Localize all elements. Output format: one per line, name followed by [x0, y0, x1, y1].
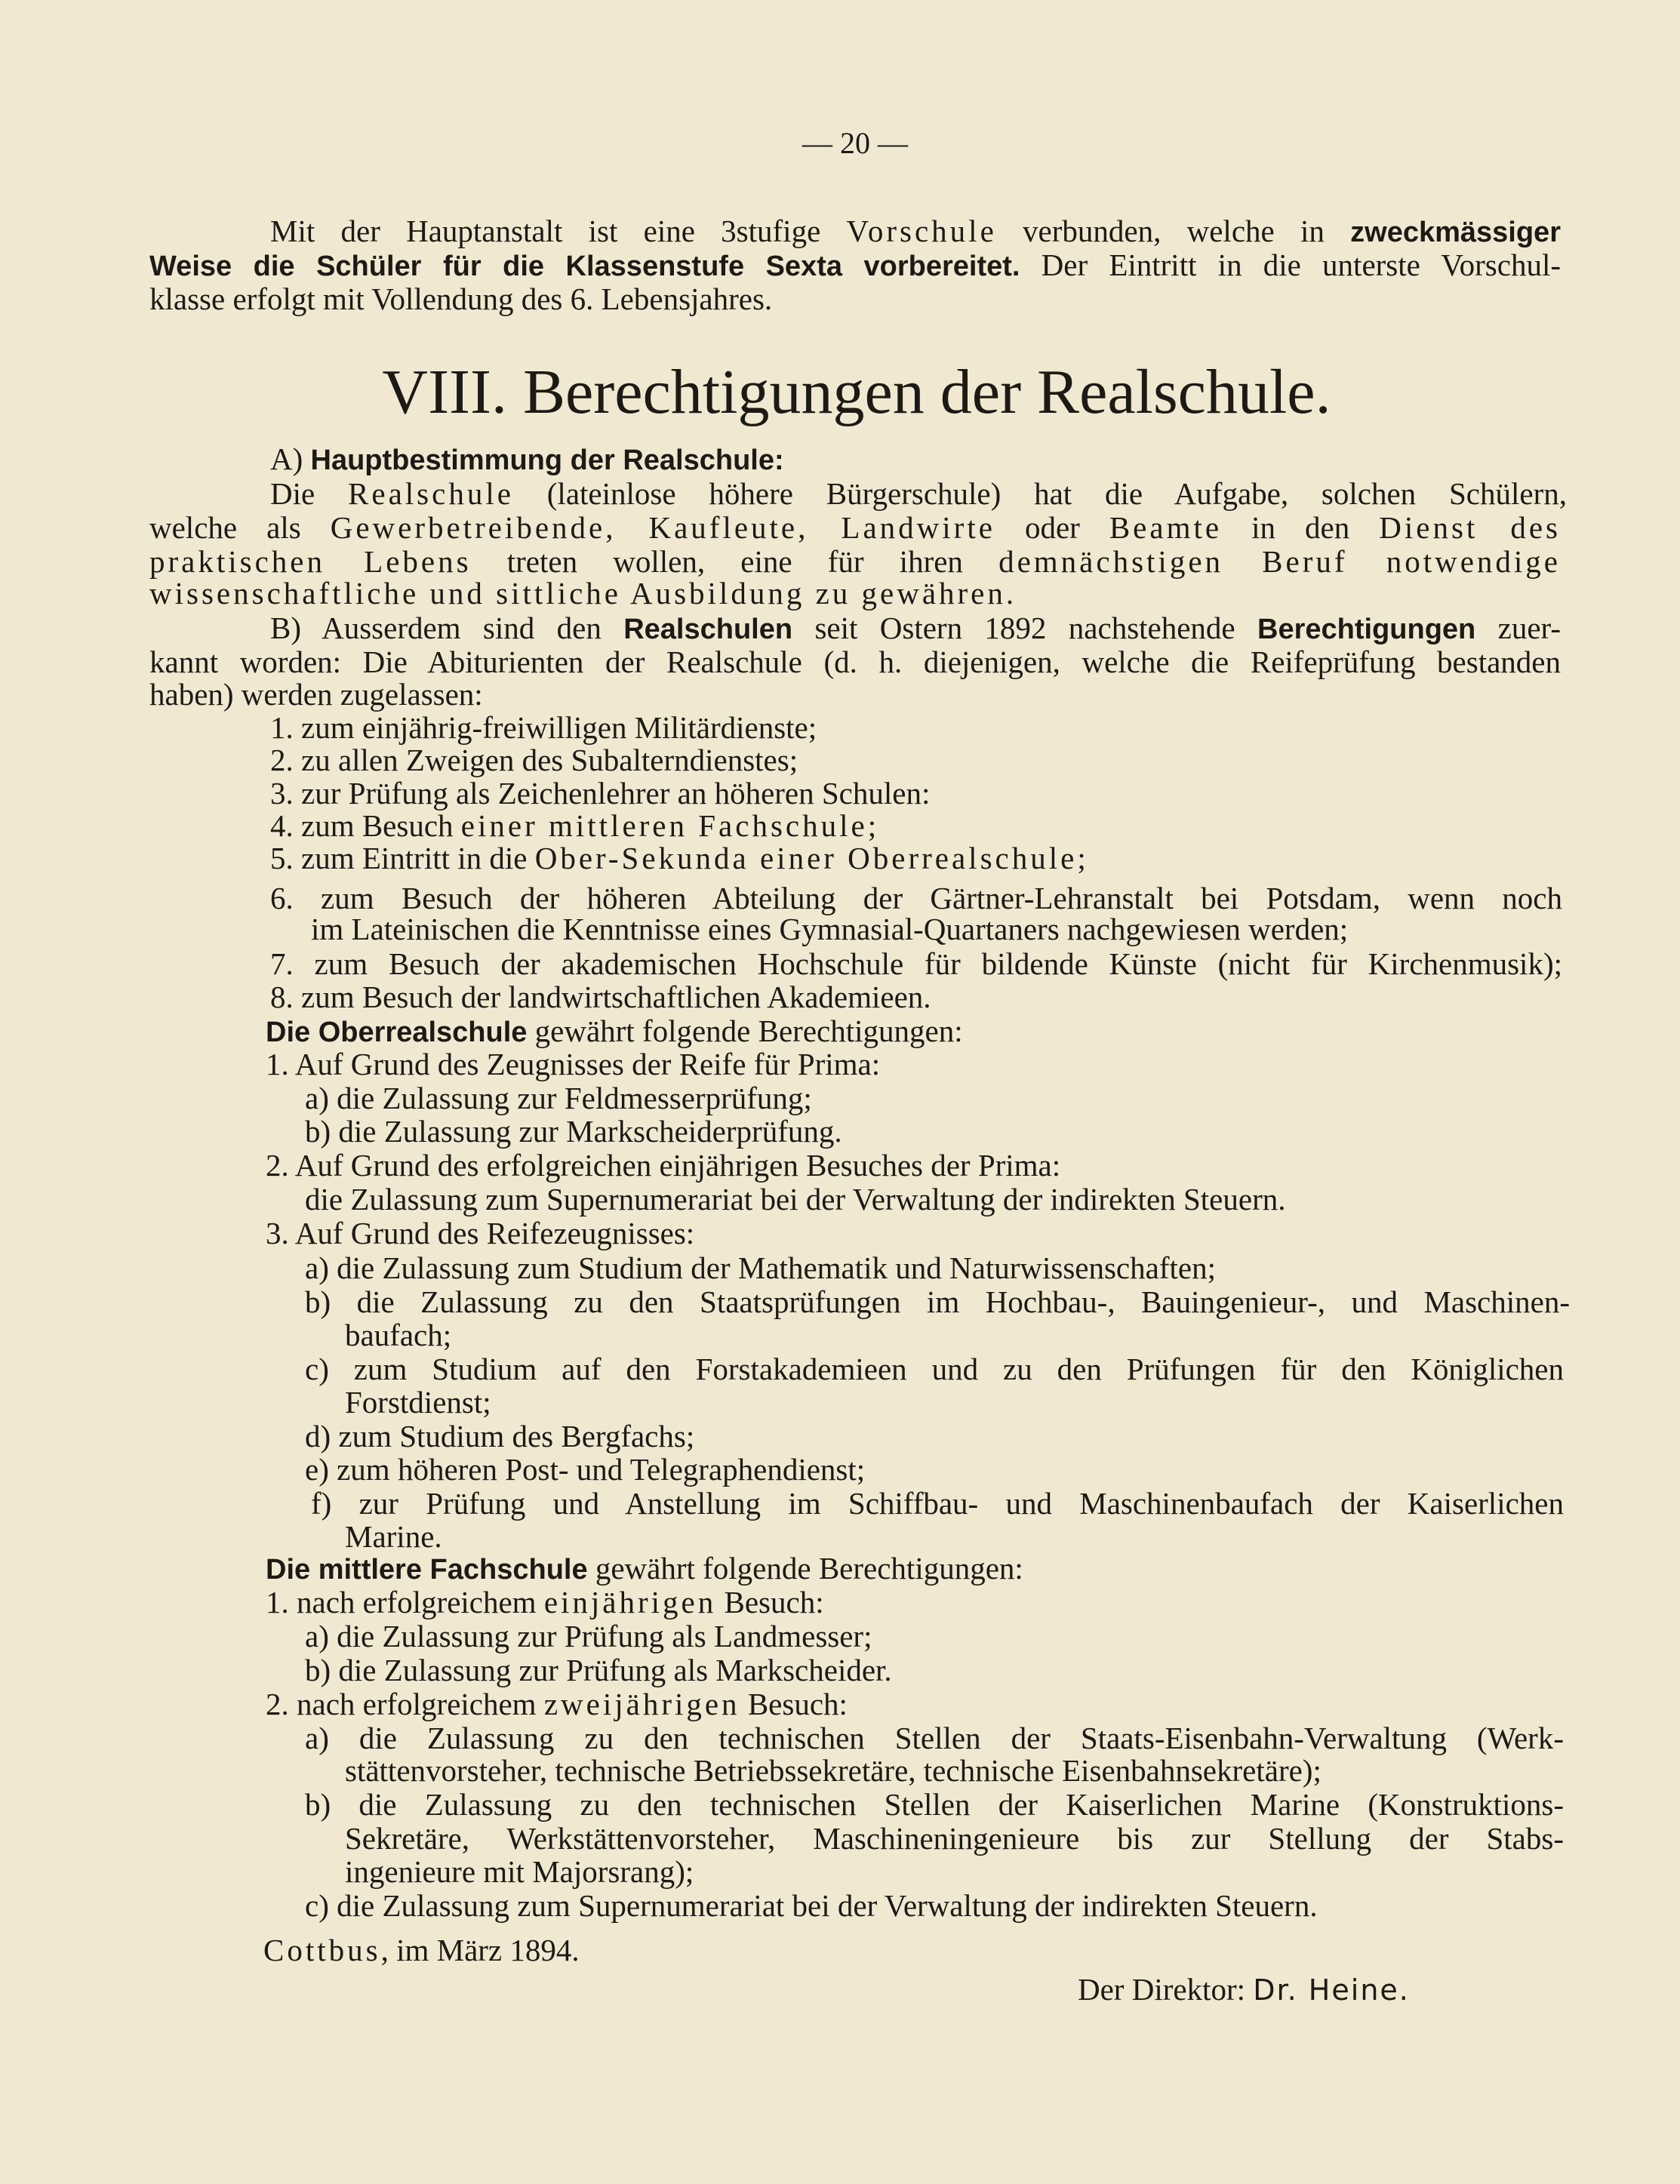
list-item: b) die Zulassung zur Prüfung als Markscheider. [305, 1653, 892, 1687]
list-item: c) die Zulassung zum Supernumerariat bei der Verwaltung der indirekten Steuern. [305, 1888, 1318, 1923]
list-item: c) zum Studium auf den Forstakademieen und zu den Prüfungen für den Königlichen [305, 1352, 1564, 1386]
list-item: a) die Zulassung zum Studium der Mathematik und Naturwissenschaften; [305, 1250, 1216, 1285]
intro-line-3: klasse erfolgt mit Vollendung des 6. Lebensjahres. [149, 281, 773, 316]
part-a-heading: A) Hauptbestimmung der Realschule: [270, 441, 784, 476]
intro-line-1: Mit der Hauptanstalt ist eine 3stufige Vorschule verbunden, welche in zweckmässiger [270, 214, 1561, 248]
list-item: 1. nach erfolgreichem einjährigen Besuch: [266, 1585, 824, 1620]
list-item: 1. Auf Grund des Zeugnisses der Reife für Prima: [266, 1047, 881, 1081]
list-item: a) die Zulassung zur Prüfung als Landmesser; [305, 1619, 872, 1653]
oberrealschule-heading: Die Oberrealschule gewährt folgende Berechtigungen: [266, 1014, 963, 1048]
list-item: 5. zum Eintritt in die Ober-Sekunda einer Oberrealschule; [270, 841, 1086, 875]
list-item-continuation: baufach; [345, 1318, 452, 1352]
list-item-continuation: Forstdienst; [345, 1385, 491, 1420]
list-item: 2. zu allen Zweigen des Subalterndienstes; [270, 743, 798, 777]
list-item: 2. Auf Grund des erfolgreichen einjährigen Besuches der Prima: [266, 1148, 1061, 1183]
list-item: b) die Zulassung zur Markscheiderprüfung. [305, 1114, 842, 1149]
fachschule-heading: Die mittlere Fachschule gewährt folgende Berechtigungen: [266, 1551, 1023, 1586]
list-item: 4. zum Besuch einer mittleren Fachschule; [270, 808, 877, 843]
list-item: a) die Zulassung zur Feldmesserprüfung; [305, 1081, 812, 1115]
list-item: d) zum Studium des Bergfachs; [305, 1419, 695, 1453]
list-item: 8. zum Besuch der landwirtschaftlichen Akademieen. [270, 980, 931, 1014]
list-item: b) die Zulassung zu den Staatsprüfungen im Hochbau-, Bauingenieur-, und Maschinen- [305, 1284, 1570, 1319]
intro-line-2: Weise die Schüler für die Klassenstufe Sexta vorbereitet. Der Eintritt in die unterste Vorschul- [149, 248, 1561, 282]
list-item: 2. nach erfolgreichem zweijährigen Besuch: [266, 1687, 848, 1721]
part-a-line-1: Die Realschule (lateinlose höhere Bürgerschule) hat die Aufgabe, solchen Schülern, [270, 476, 1567, 511]
list-item: 1. zum einjährig-freiwilligen Militärdienste; [270, 710, 817, 745]
part-a-line-2: welche als Gewerbetreibende, Kaufleute, Landwirte oder Beamte in den Dienst des [149, 510, 1561, 545]
signature-line: Der Direktor: Dr. Heine. [1078, 1972, 1410, 2007]
section-title: VIII. Berechtigungen der Realschule. [382, 357, 1331, 427]
list-item: 7. zum Besuch der akademischen Hochschule für bildende Künste (nicht für Kirchenmusik); [270, 946, 1562, 981]
list-item: a) die Zulassung zu den technischen Stellen der Staats-Eisenbahn-Verwaltung (Werk- [305, 1721, 1564, 1755]
list-item: die Zulassung zum Supernumerariat bei der Verwaltung der indirekten Steuern. [305, 1182, 1286, 1217]
list-item-continuation: Sekretäre, Werkstättenvorsteher, Maschineningenieure bis zur Stellung der Stabs- [345, 1821, 1564, 1856]
place-date: Cottbus, im März 1894. [263, 1933, 580, 1967]
part-b-line-2: kannt worden: Die Abiturienten der Realschule (d. h. diejenigen, welche die Reifeprüfung bestanden [149, 644, 1561, 679]
part-b-line-1: B) Ausserdem sind den Realschulen seit Ostern 1892 nachstehende Berechtigungen zuer- [270, 611, 1561, 645]
part-b-line-3: haben) werden zugelassen: [149, 677, 483, 712]
list-item: f) zur Prüfung und Anstellung im Schiffbau- und Maschinenbaufach der Kaiserlichen [311, 1486, 1564, 1521]
list-item-continuation: ingenieure mit Majorsrang); [345, 1854, 694, 1889]
list-item: 3. Auf Grund des Reifezeugnisses: [266, 1216, 695, 1250]
list-item: 3. zur Prüfung als Zeichenlehrer an höheren Schulen: [270, 776, 931, 811]
list-item-continuation: stättenvorsteher, technische Betriebssekretäre, technische Eisenbahnsekretäre); [345, 1753, 1322, 1788]
list-item-continuation: Marine. [345, 1519, 442, 1554]
page-number: — 20 — [802, 126, 908, 160]
list-item: b) die Zulassung zu den technischen Stellen der Kaiserlichen Marine (Konstruktions- [305, 1787, 1564, 1822]
part-a-line-4: wissenschaftliche und sittliche Ausbildung zu gewähren. [149, 576, 1017, 611]
list-item: 6. zum Besuch der höheren Abteilung der Gärtner-Lehranstalt bei Potsdam, wenn noch [270, 881, 1562, 915]
list-item: e) zum höheren Post- und Telegraphendienst; [305, 1452, 866, 1487]
list-item-continuation: im Lateinischen die Kenntnisse eines Gymnasial-Quartaners nachgewiesen werden; [311, 912, 1349, 946]
part-a-line-3: praktischen Lebens treten wollen, eine für ihren demnächstigen Beruf notwendige [149, 544, 1561, 579]
